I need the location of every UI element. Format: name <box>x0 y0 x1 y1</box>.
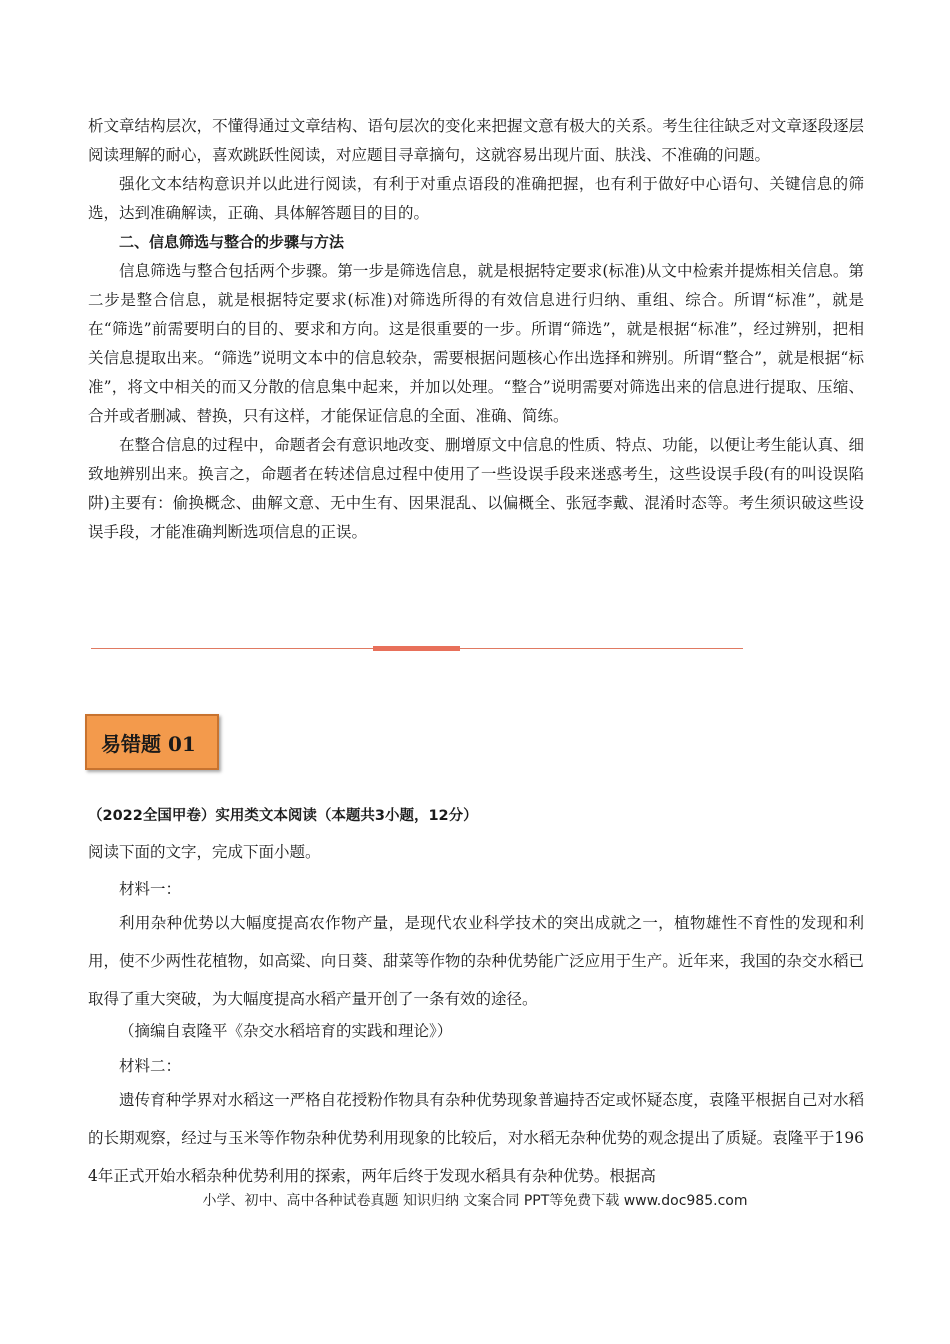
material1-text: 利用杂种优势以大幅度提高农作物产量，是现代农业科学技术的突出成就之一，植物雄性不育性的发现和利用，使不少两性花植物，如高粱、向日葵、甜菜等作物的杂种优势能广泛应用于生产。近年来，我国的杂交水稻已取得了重大突破，为大幅度提高水稻产量开创了一条有效的途径。 <box>88 914 864 1008</box>
question-title: （2022全国甲卷）实用类文本阅读（本题共3小题，12分） <box>88 808 478 824</box>
material2-text: 遗传育种学界对水稻这一严格自花授粉作物具有杂种优势现象普遍持否定或怀疑态度，袁隆平根据自己对水稻的长期观察，经过与玉米等作物杂种优势利用现象的比较后，对水稻无杂种优势的观念提出了质疑。袁隆平于1964年正式开始水稻杂种优势利用的探索，两年后终于发现水稻具有杂种优势。根据高 <box>88 1091 864 1185</box>
section-heading: 二、信息筛选与整合的步骤与方法 <box>119 233 345 251</box>
question-intro: 阅读下面的文字，完成下面小题。 <box>88 843 321 861</box>
error-question-badge <box>85 714 219 770</box>
paragraph-traps: 在整合信息的过程中，命题者会有意识地改变、删增原文中信息的性质、特点、功能，以便让考生能认真、细致地辨别出来。换言之，命题者在转述信息过程中使用了一些设误手段来迷惑考生，这些设误手段(有的叫设误陷阱)主要有：偷换概念、曲解文意、无中生有、因果混乱、以偏概全、张冠李戴、混淆时态等。考生须识破这些设误手段，才能准确判断选项信息的正误。 <box>88 436 864 541</box>
material2-label: 材料二： <box>119 1057 182 1075</box>
page-footer: 小学、初中、高中各种试卷真题 知识归纳 文案合同 PPT等免费下载 www.doc985.com <box>202 1193 748 1209</box>
divider-accent <box>373 646 460 651</box>
paragraph-structure-awareness: 析文章结构层次，不懂得通过文章结构、语句层次的变化来把握文意有极大的关系。考生往往缺乏对文章逐段逐层阅读理解的耐心，喜欢跳跃性阅读，对应题目寻章摘句，这就容易出现片面、肤浅、不准确的问题。 <box>88 117 864 164</box>
material1-label: 材料一： <box>119 880 182 898</box>
paragraph-steps: 信息筛选与整合包括两个步骤。第一步是筛选信息，就是根据特定要求(标准)从文中检索并提炼相关信息。第二步是整合信息，就是根据特定要求(标准)对筛选所得的有效信息进行归纳、重组、综合。所谓“标准”，就是在“筛选”前需要明白的目的、要求和方向。这是很重要的一步。所谓“筛选”，就是根据“标准”，经过辨别，把相关信息提取出来。“筛选”说明文本中的信息较杂，需要根据问题核心作出选择和辨别。所谓“整合”，就是根据“标准”，将文中相关的而又分散的信息集中起来，并加以处理。“整合”说明需要对筛选出来的信息进行提取、压缩、合并或者删减、替换，只有这样，才能保证信息的全面、准确、简练。 <box>88 262 864 425</box>
paragraph-reinforce-structure: 强化文本结构意识并以此进行阅读，有利于对重点语段的准确把握，也有利于做好中心语句、关键信息的筛选，达到准确解读，正确、具体解答题目的目的。 <box>88 175 864 222</box>
material1-source: （摘编自袁隆平《杂交水稻培育的实践和理论》） <box>119 1022 453 1040</box>
section-body <box>88 112 864 547</box>
badge-label: 易错题 01 <box>101 731 196 756</box>
